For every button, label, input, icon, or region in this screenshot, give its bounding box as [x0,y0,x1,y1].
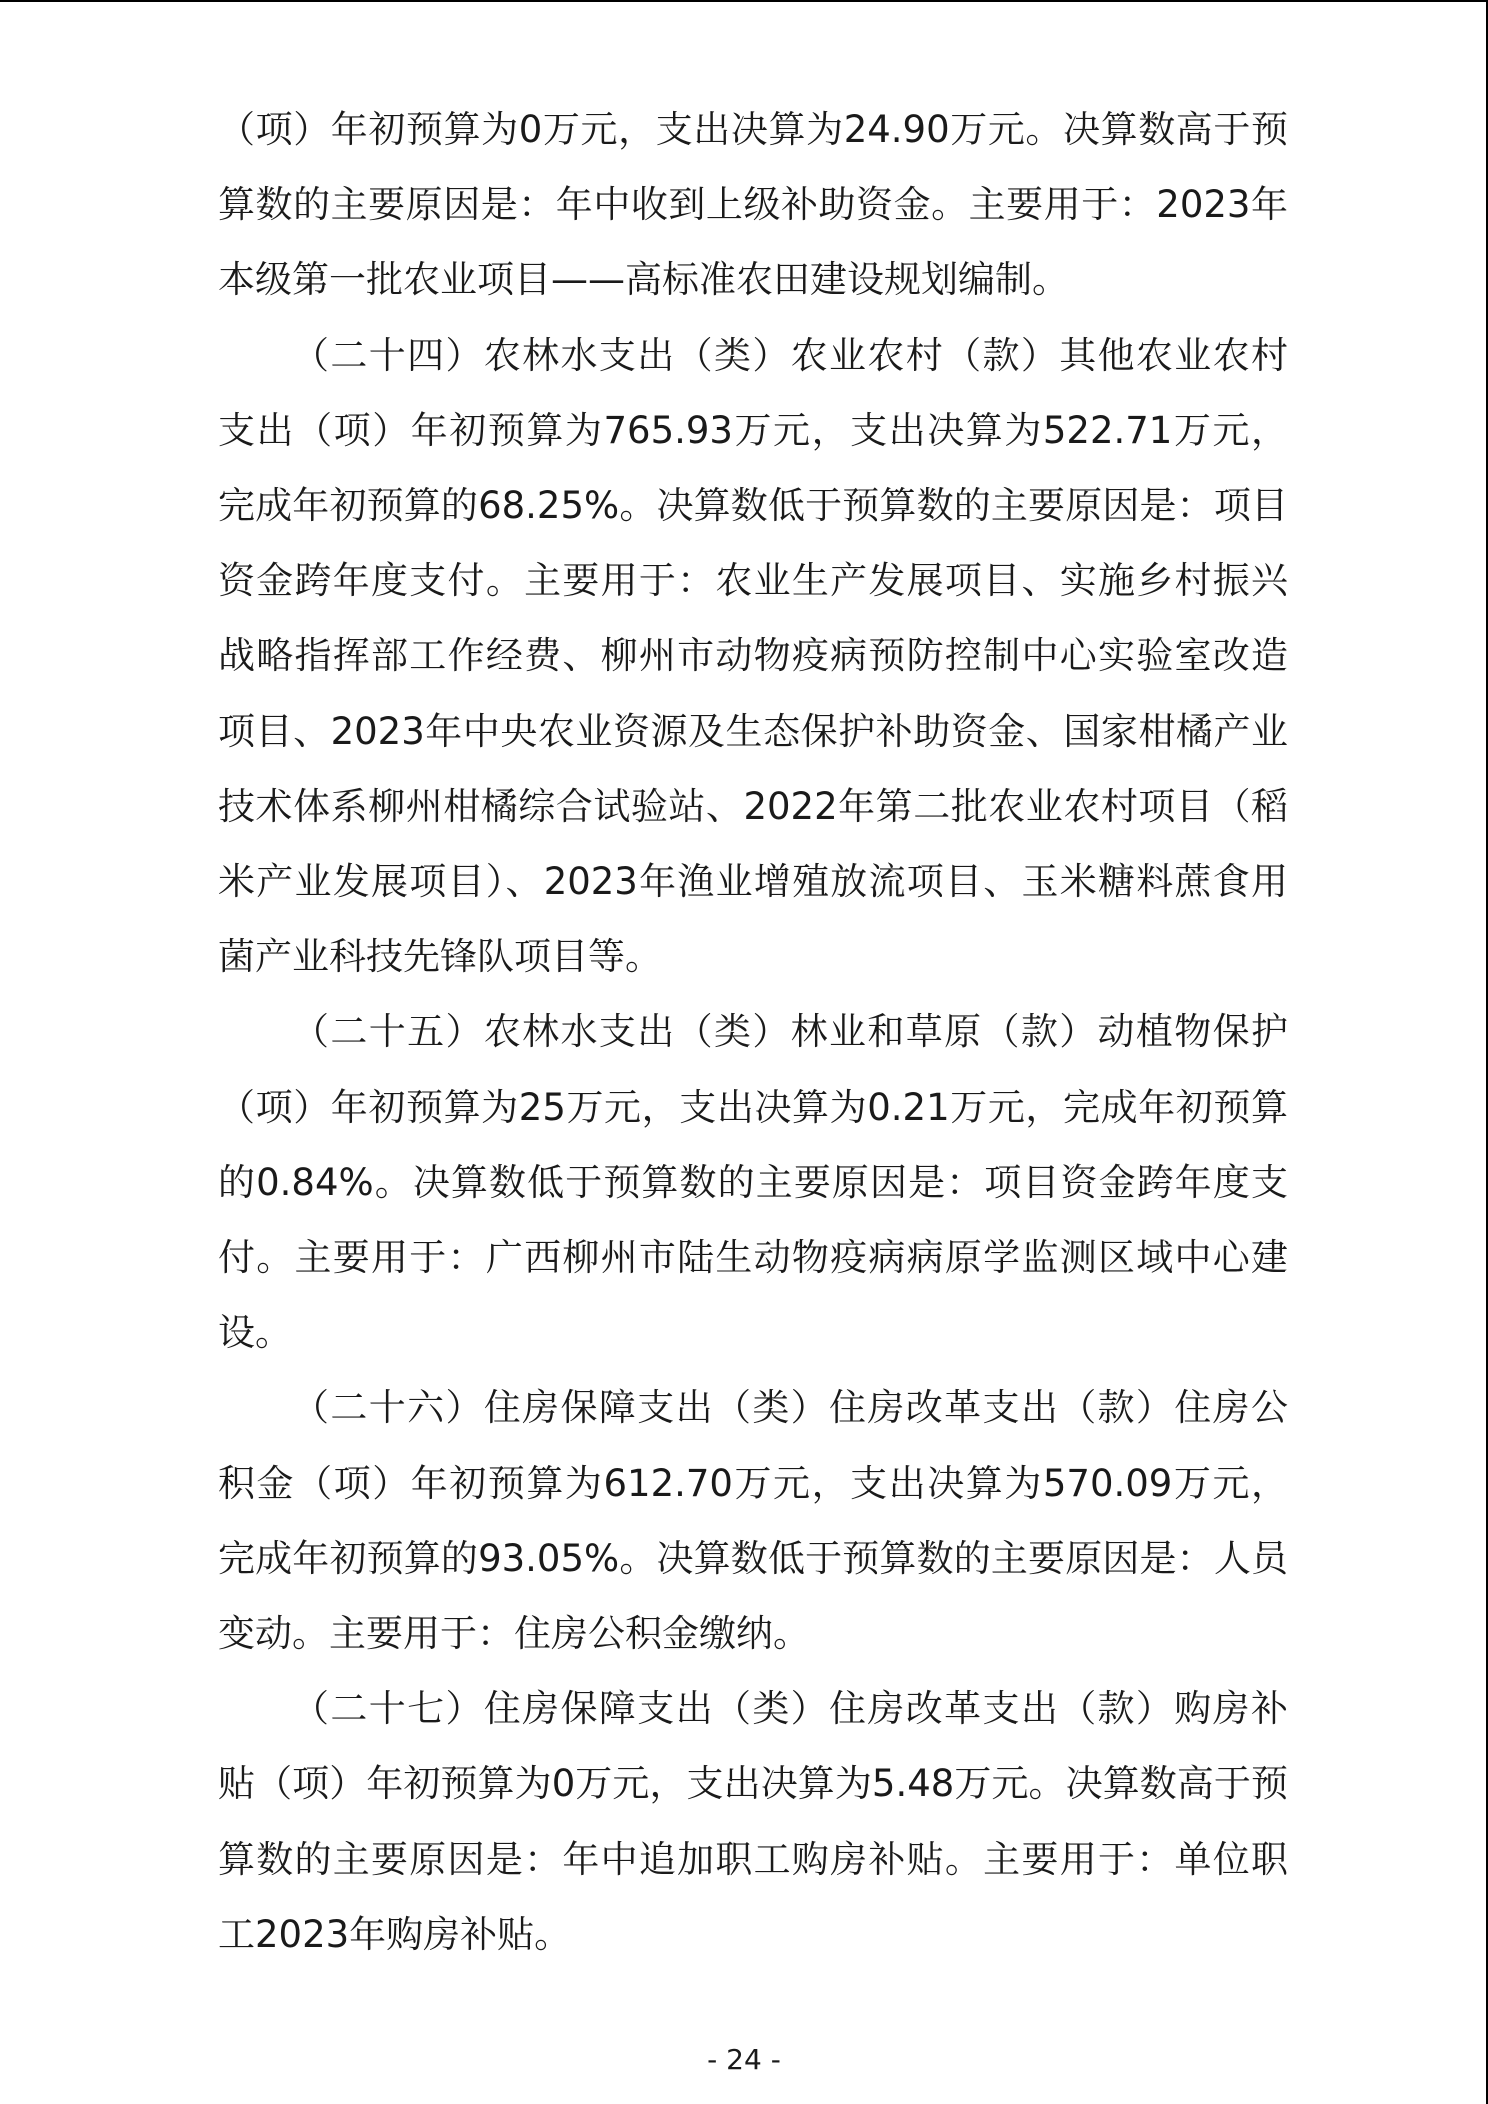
document-body [218,92,1288,1972]
paragraph-item-27: （二十七）住房保障支出（类）住房改革支出（款）购房补贴（项）年初预算为0万元，支出决算为5.48万元。决算数高于预算数的主要原因是：年中追加职工购房补贴。主要用于：单位职工2023年购房补贴。 [218,1687,1288,1956]
paragraph-item-26: （二十六）住房保障支出（类）住房改革支出（款）住房公积金（项）年初预算为612.70万元，支出决算为570.09万元，完成年初预算的93.05%。决算数低于预算数的主要原因是：人员变动。主要用于：住房公积金缴纳。 [218,1386,1288,1656]
paragraph-item-24: （二十四）农林水支出（类）农业农村（款）其他农业农村支出（项）年初预算为765.93万元，支出决算为522.71万元，完成年初预算的68.25%。决算数低于预算数的主要原因是：项目资金跨年度支付。主要用于：农业生产发展项目、实施乡村振兴战略指挥部工作经费、柳州市动物疫病预防控制中心实验室改造项目、2023年中央农业资源及生态保护补助资金、国家柑橘产业技术体系柳州柑橘综合试验站、2022年第二批农业农村项目（稻米产业发展项目）、2023年渔业增殖放流项目、玉米糖料蔗食用菌产业科技先锋队项目等。 [218,333,1288,979]
paragraph-item-25: （二十五）农林水支出（类）林业和草原（款）动植物保护（项）年初预算为25万元，支出决算为0.21万元，完成年初预算的0.84%。决算数低于预算数的主要原因是：项目资金跨年度支付。主要用于：广西柳州市陆生动物疫病病原学监测区域中心建设。 [218,1010,1288,1355]
paragraph-continuation: （项）年初预算为0万元，支出决算为24.90万元。决算数高于预算数的主要原因是：年中收到上级补助资金。主要用于：2023年本级第一批农业项目——高标准农田建设规划编制。 [218,108,1288,302]
page-number: - 24 - [707,2043,781,2076]
page-top-border [0,0,1488,2]
